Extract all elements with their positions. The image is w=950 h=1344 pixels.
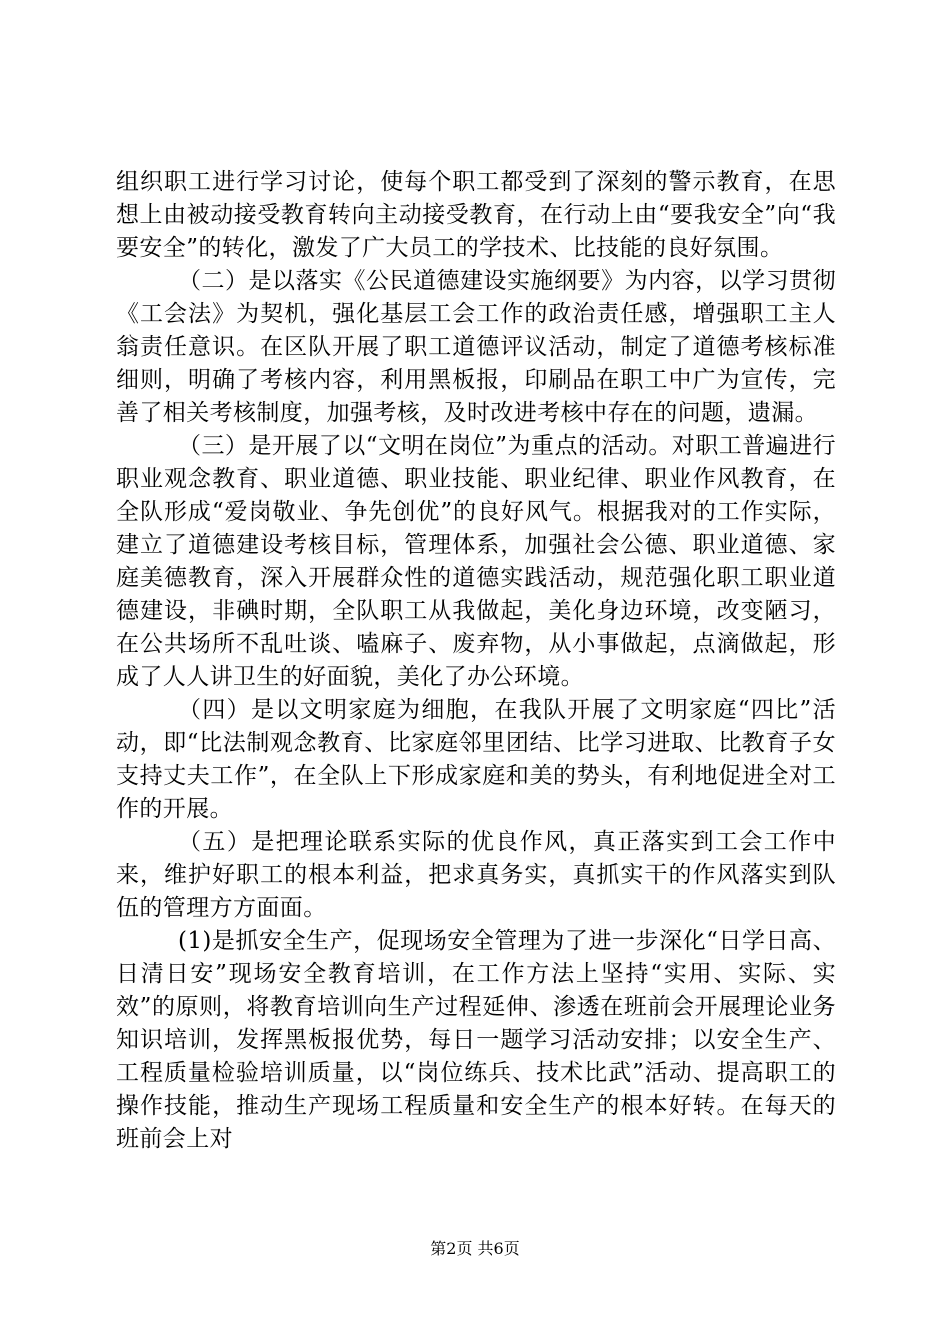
paragraph-continuation: 组织职工进行学习讨论，使每个职工都受到了深刻的警示教育，在思想上由被动接受教育转向主动接受教育，在行动上由“要我安全”向“我要安全”的转化，激发了广大员工的学技术、比技能的良好氛围。 (116, 169, 836, 261)
paragraph-item-1: (1)是抓安全生产，促现场安全管理为了进一步深化“日学日高、日清日安”现场安全教育培训，在工作方法上坚持“实用、实际、实效”的原则，将教育培训向生产过程延伸、渗透在班前会开展理论业务知识培训，发挥黑板报优势，每日一题学习活动安排；以安全生产、工程质量检验培训质量，以“岗位练兵、技术比武”活动、提高职工的操作技能，推动生产现场工程质量和安全生产的根本好转。在每天的班前会上对 (116, 928, 836, 1152)
paragraph-section-5: （五）是把理论联系实际的优良作风，真正落实到工会工作中来，维护好职工的根本利益，把求真务实，真抓实干的作风落实到队伍的管理方方面面。 (116, 829, 836, 921)
page-number-footer: 第2页 共6页 (430, 1239, 520, 1258)
document-body (116, 166, 836, 1156)
paragraph-section-3: （三）是开展了以“文明在岗位”为重点的活动。对职工普遍进行职业观念教育、职业道德、职业技能、职业纪律、职业作风教育，在全队形成“爱岗敬业、争先创优”的良好风气。根据我对的工作实际，建立了道德建设考核目标，管理体系，加强社会公德、职业道德、家庭美德教育，深入开展群众性的道德实践活动，规范强化职工职业道德建设，非碘时期，全队职工从我做起，美化身边环境，改变陋习，在公共场所不乱吐谈、嗑麻子、废弃物，从小事做起，点滴做起，形成了人人讲卫生的好面貌，美化了办公环境。 (116, 433, 836, 690)
paragraph-section-4: （四）是以文明家庭为细胞，在我队开展了文明家庭“四比”活动，即“比法制观念教育、比家庭邻里团结、比学习进取、比教育子女支持丈夫工作”，在全队上下形成家庭和美的势头，有利地促进全对工作的开展。 (116, 697, 836, 822)
paragraph-section-2: （二）是以落实《公民道德建设实施纲要》为内容，以学习贯彻《工会法》为契机，强化基层工会工作的政治责任感，增强职工主人翁责任意识。在区队开展了职工道德评议活动，制定了道德考核标准细则，明确了考核内容，利用黑板报，印刷品在职工中广为宣传，完善了相关考核制度，加强考核，及时改进考核中存在的问题，遗漏。 (116, 268, 836, 426)
